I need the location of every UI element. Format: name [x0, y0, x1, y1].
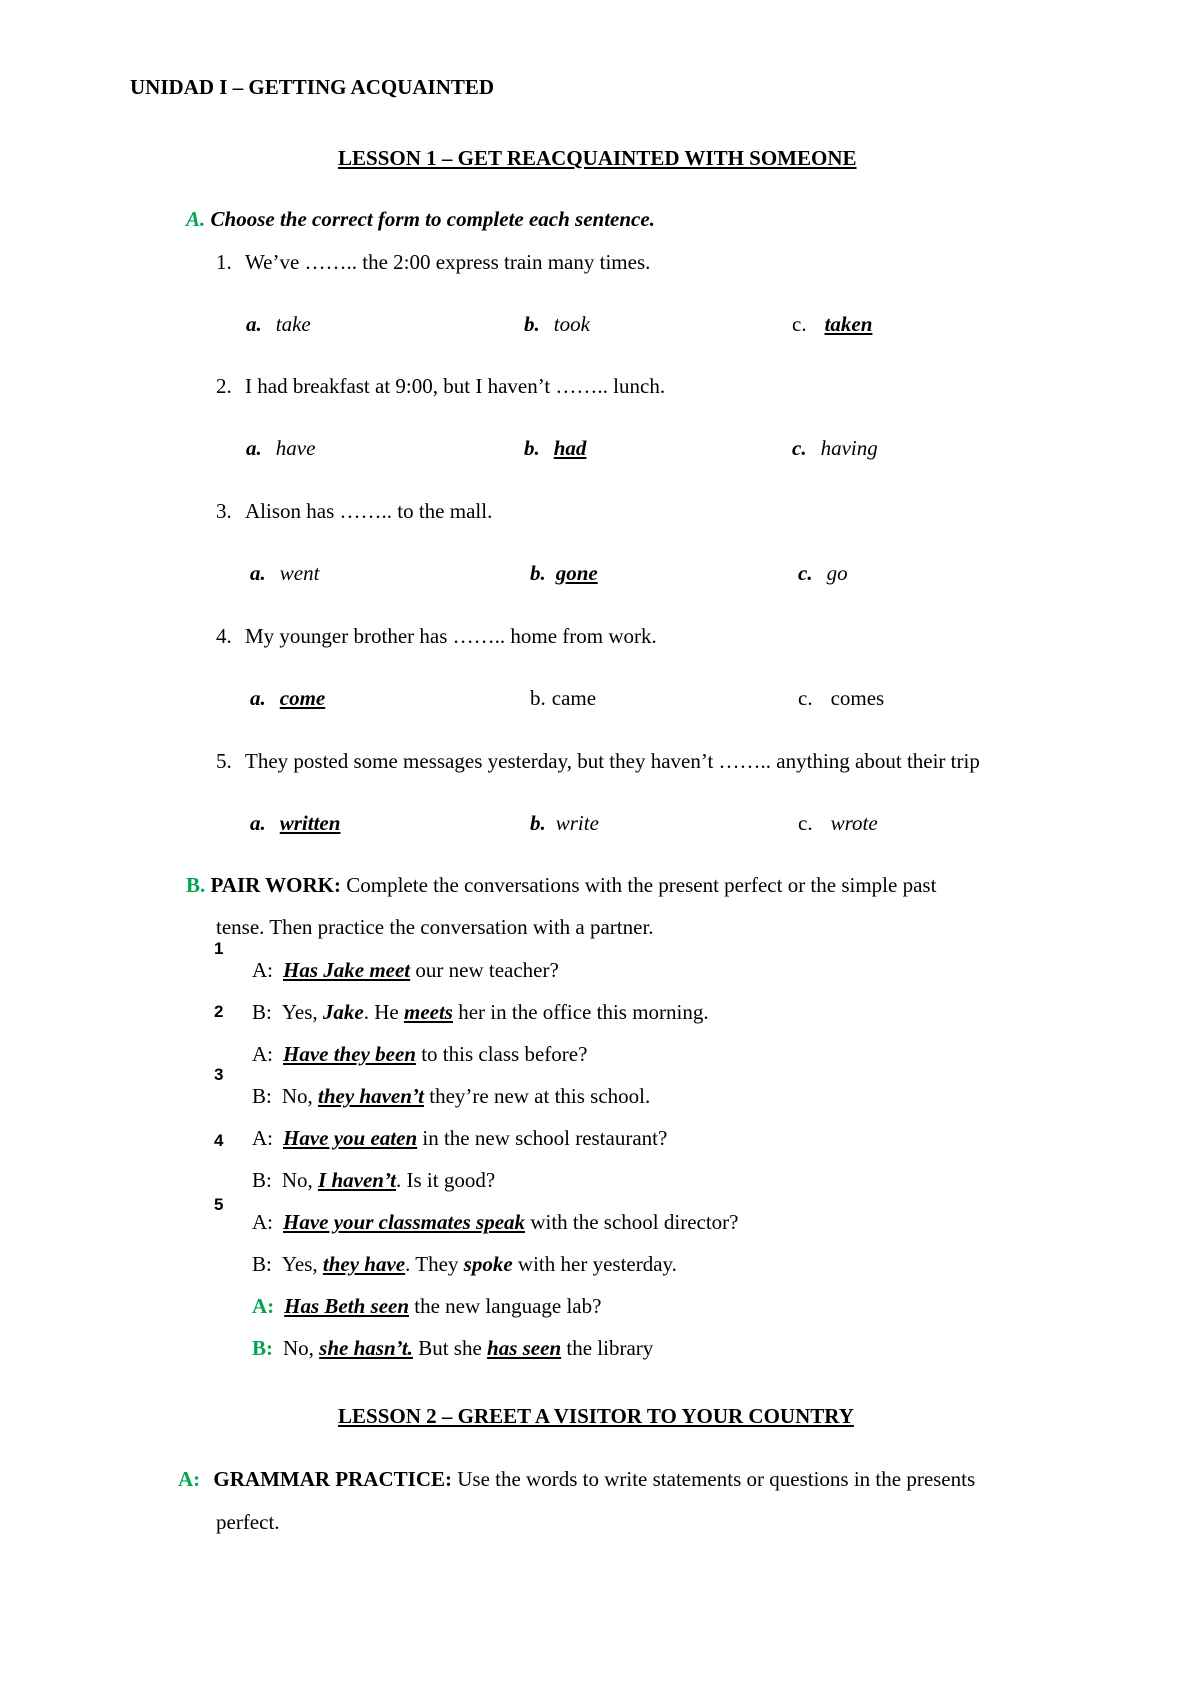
speaker-label: A:: [252, 1210, 273, 1234]
line-text: her in the office this morning.: [452, 1000, 709, 1024]
sectionA-label: A.: [186, 207, 206, 231]
line-text: with the school director?: [525, 1210, 739, 1234]
side-number-5: 5: [214, 1195, 224, 1214]
q4-option-a: a. come: [250, 686, 326, 710]
line-text: our new teacher?: [410, 958, 559, 982]
lesson1-sectionB-instruction-line1: [186, 875, 936, 896]
speaker-label: A:: [252, 1042, 273, 1066]
sectionB-title: PAIR WORK:: [210, 873, 341, 897]
question-2: 2. I had breakfast at 9:00, but I haven’t …….. lunch.: [216, 374, 666, 398]
line-text: No,: [283, 1336, 320, 1360]
q3-option-c: c. go: [798, 561, 848, 585]
lesson1-sectionA-instruction: [186, 209, 655, 230]
line-text: . They: [405, 1252, 464, 1276]
question-3: 3. Alison has …….. to the mall.: [216, 499, 493, 523]
lesson2-sectionA-instruction-line1: [178, 1469, 975, 1490]
q2-option-a: a. have: [246, 436, 316, 460]
q2-option-b: b. had: [524, 436, 587, 460]
line-text: No,: [281, 1168, 319, 1192]
line-text: they’re new at this school.: [423, 1084, 651, 1108]
sectionB-label: B.: [186, 873, 206, 897]
question-5: 5. They posted some messages yesterday, but they haven’t …….. anything about their trip: [216, 749, 980, 773]
speaker-label: B:: [252, 1084, 272, 1108]
answer-text: I haven’t: [318, 1168, 396, 1192]
speaker-label: B:: [252, 1000, 272, 1024]
answer-text: they have: [322, 1252, 406, 1276]
lesson2-sectionA-instruction-text: Use the words to write statements or questions in the presents: [457, 1467, 976, 1491]
q1-option-a: a. take: [246, 312, 311, 336]
conversation-line: [252, 1296, 601, 1317]
q5-option-a: a. written: [250, 811, 341, 835]
line-text: No,: [281, 1084, 319, 1108]
q3-option-a: a. went: [250, 561, 320, 585]
speaker-label: A:: [252, 1294, 275, 1318]
sectionB-instruction-text: Complete the conversations with the present perfect or the simple past: [346, 873, 937, 897]
conversation-line: [252, 1170, 495, 1191]
answer-text: they haven’t: [318, 1084, 424, 1108]
line-text: the library: [561, 1336, 654, 1360]
line-text: . Is it good?: [396, 1168, 496, 1192]
answer-text: Has Jake meet: [283, 958, 411, 982]
speaker-label: A:: [252, 1126, 273, 1150]
lesson1-sectionB-instruction-line2: tense. Then practice the conversation with a partner.: [216, 915, 654, 939]
answer-text: Jake: [322, 1000, 364, 1024]
conversation-line: [252, 1338, 653, 1359]
conversation-line: [252, 1254, 677, 1275]
sectionA-instruction-text: Choose the correct form to complete each sentence.: [210, 207, 655, 231]
q3-option-b: b. gone: [530, 561, 598, 585]
line-text: in the new school restaurant?: [417, 1126, 668, 1150]
answer-text: she hasn’t.: [319, 1336, 413, 1360]
question-1: [216, 252, 650, 273]
speaker-label: A:: [252, 958, 273, 982]
speaker-label: B:: [252, 1168, 272, 1192]
conversation-line: [252, 1002, 709, 1023]
lesson1-title: LESSON 1 – GET REACQUAINTED WITH SOMEONE: [338, 146, 857, 170]
unit-title: UNIDAD I – GETTING ACQUAINTED: [130, 75, 495, 99]
question-number: 1.: [216, 250, 232, 274]
answer-text: Have they been: [283, 1042, 416, 1066]
lesson2-sectionA-title: GRAMMAR PRACTICE:: [213, 1467, 452, 1491]
question-text: We’ve …….. the 2:00 express train many times.: [245, 250, 651, 274]
line-text: Yes,: [281, 1252, 323, 1276]
q4-option-c: c. comes: [798, 686, 885, 710]
answer-text: spoke: [463, 1252, 513, 1276]
conversation-line: [252, 960, 559, 981]
line-text: But she: [412, 1336, 488, 1360]
line-text: to this class before?: [415, 1042, 588, 1066]
conversation-line: [252, 1086, 650, 1107]
q1-option-b: b. took: [524, 312, 590, 336]
side-number-2: 2: [214, 1002, 224, 1021]
answer-text: Has Beth seen: [284, 1294, 410, 1318]
speaker-label: B:: [252, 1252, 272, 1276]
lesson2-sectionA-instruction-line2: perfect.: [216, 1510, 280, 1534]
answer-text: Have you eaten: [283, 1126, 418, 1150]
lesson2-sectionA-label: A:: [178, 1467, 201, 1491]
q5-option-b: b. write: [530, 811, 599, 835]
line-text: the new language lab?: [409, 1294, 602, 1318]
line-text: . He: [363, 1000, 404, 1024]
q1-option-c: c. taken: [792, 312, 873, 336]
conversation-line: [252, 1212, 739, 1233]
lesson2-title: LESSON 2 – GREET A VISITOR TO YOUR COUNTRY: [338, 1404, 854, 1428]
q4-option-b: b. came: [530, 686, 597, 710]
answer-text: meets: [403, 1000, 453, 1024]
side-number-3: 3: [214, 1065, 224, 1084]
speaker-label: B:: [252, 1336, 273, 1360]
line-text: with her yesterday.: [512, 1252, 677, 1276]
side-number-4: 4: [214, 1131, 224, 1150]
question-4: 4. My younger brother has …….. home from work.: [216, 624, 657, 648]
side-number-1: 1: [214, 939, 224, 958]
answer-text: Have your classmates speak: [283, 1210, 526, 1234]
q2-option-c: c. having: [792, 436, 878, 460]
conversation-line: [252, 1044, 587, 1065]
line-text: Yes,: [281, 1000, 323, 1024]
conversation-line: [252, 1128, 667, 1149]
answer-text: has seen: [487, 1336, 562, 1360]
q5-option-c: c. wrote: [798, 811, 878, 835]
